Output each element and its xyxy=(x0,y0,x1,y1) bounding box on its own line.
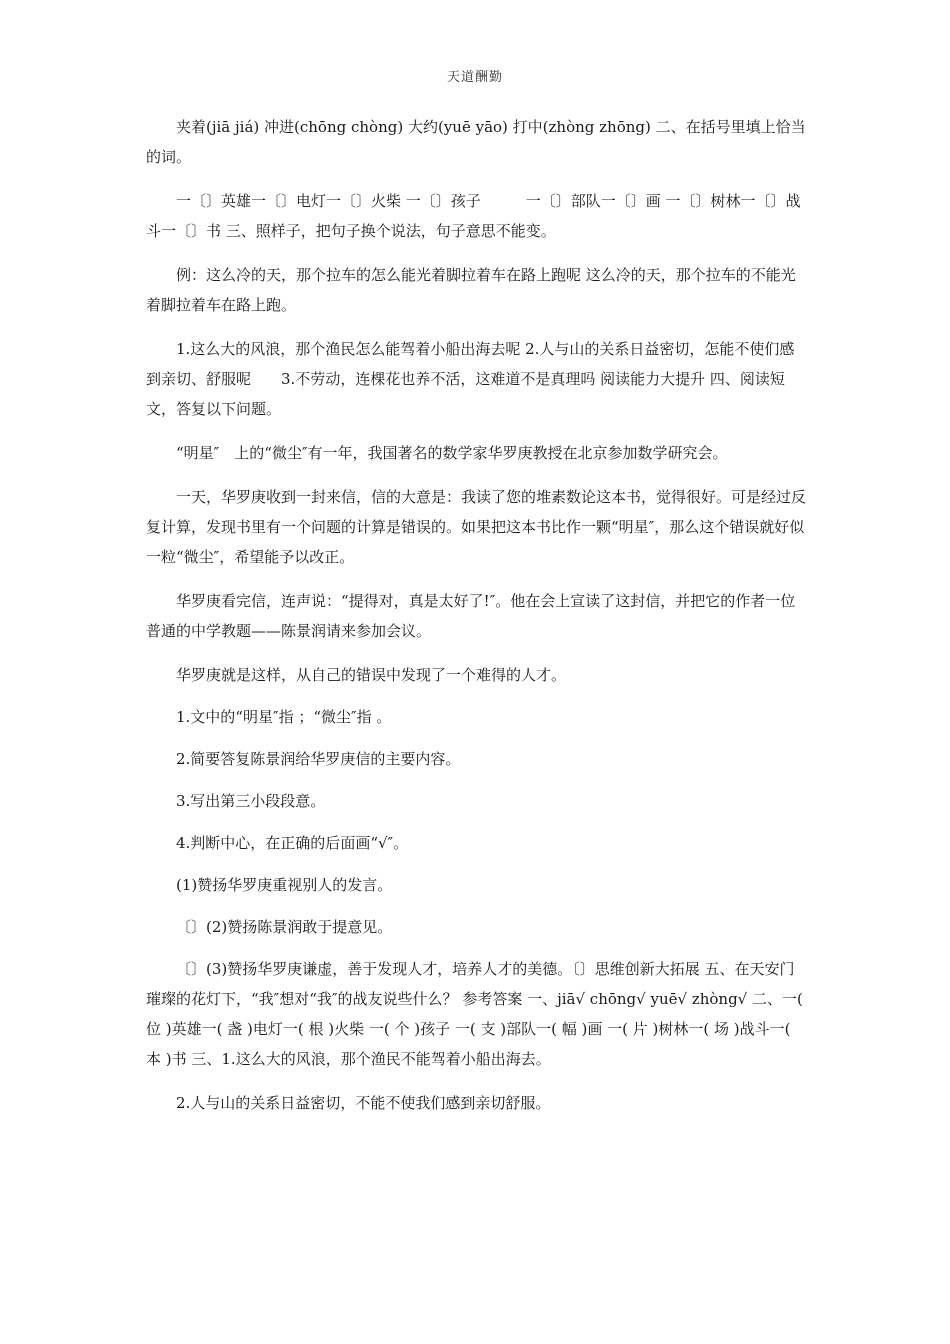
paragraph-story-letter: 一天，华罗庚收到一封来信，信的大意是：我读了您的堆素数论这本书，觉得很好。可是经过反复计算，发现书里有一个问题的计算是错误的。如果把这本书比作一颗“明星″，那么这个错误就好似一粒“微尘″，希望能予以改正。 xyxy=(146,488,807,566)
paragraph-answers: 〔〕(3)赞扬华罗庚谦虚，善于发现人才，培养人才的美德。〔〕思维创新大拓展 五、在天安门璀璨的花灯下，“我″想对“我″的战友说些什么？ 参考答案 一、jiā√ chōng√ yuē√ zhòng√ 二、一( 位 )英雄一( 盏 )电灯一( 根 )火柴 一( 个 )孩子 一( 支 )部队一( 幅 )画 一( 片 )树林一( 场 )战斗一( 本 )书 三、1.这么大的风浪，那个渔民不能驾着小船出海去。 xyxy=(146,960,803,1068)
question-4-option-2: 〔〕(2)赞扬陈景润敢于提意见。 xyxy=(176,918,393,936)
paragraph-story-conclusion: 华罗庚就是这样，从自己的错误中发现了一个难得的人才。 xyxy=(176,666,567,684)
question-1: 1.文中的“明星″指 ；“微尘″指 。 xyxy=(176,708,392,726)
paragraph-rewrite-sentences: 1.这么大的风浪，那个渔民怎么能驾着小船出海去呢 2.人与山的关系日益密切，怎能不使们感到亲切、舒服呢 3.不劳动，连棵花也养不活，这难道不是真理吗 阅读能力大提升 四、阅读短文，答复以下问题。 xyxy=(146,340,795,418)
paragraph-story-response: 华罗庚看完信，连声说：“提得对，真是太好了!″。他在会上宣读了这封信，并把它的作者一位普通的中学教题——陈景润请来参加会议。 xyxy=(146,592,796,640)
page-header: 天道酬勤 xyxy=(446,70,503,85)
question-3: 3.写出第三小段段意。 xyxy=(176,792,326,810)
question-4-option-1: (1)赞扬华罗庚重视别人的发言。 xyxy=(176,876,393,894)
paragraph-example: 例：这么冷的天，那个拉车的怎么能光着脚拉着车在路上跑呢 这么冷的天，那个拉车的不能光着脚拉着车在路上跑。 xyxy=(146,266,796,314)
document-body xyxy=(146,112,806,1132)
paragraph-story-title: “明星″ 上的“微尘″有一年，我国著名的数学家华罗庚教授在北京参加数学研究会。 xyxy=(176,444,728,462)
paragraph-answer-final: 2.人与山的关系日益密切，不能不使我们感到亲切舒服。 xyxy=(176,1094,551,1112)
question-4: 4.判断中心，在正确的后面画“√″。 xyxy=(176,834,409,852)
paragraph-pinyin-exercise: 夹着(jiā jiá) 冲进(chōng chòng) 大约(yuē yāo) 打中(zhòng zhōng) 二、在括号里填上恰当的词。 xyxy=(146,118,806,166)
paragraph-measure-words: 一〔〕英雄一〔〕电灯一〔〕火柴 一〔〕孩子 一〔〕部队一〔〕画 一〔〕树林一〔〕战斗一〔〕书 三、照样子，把句子换个说法，句子意思不能变。 xyxy=(146,192,801,240)
question-2: 2.简要答复陈景润给华罗庚信的主要内容。 xyxy=(176,750,461,768)
